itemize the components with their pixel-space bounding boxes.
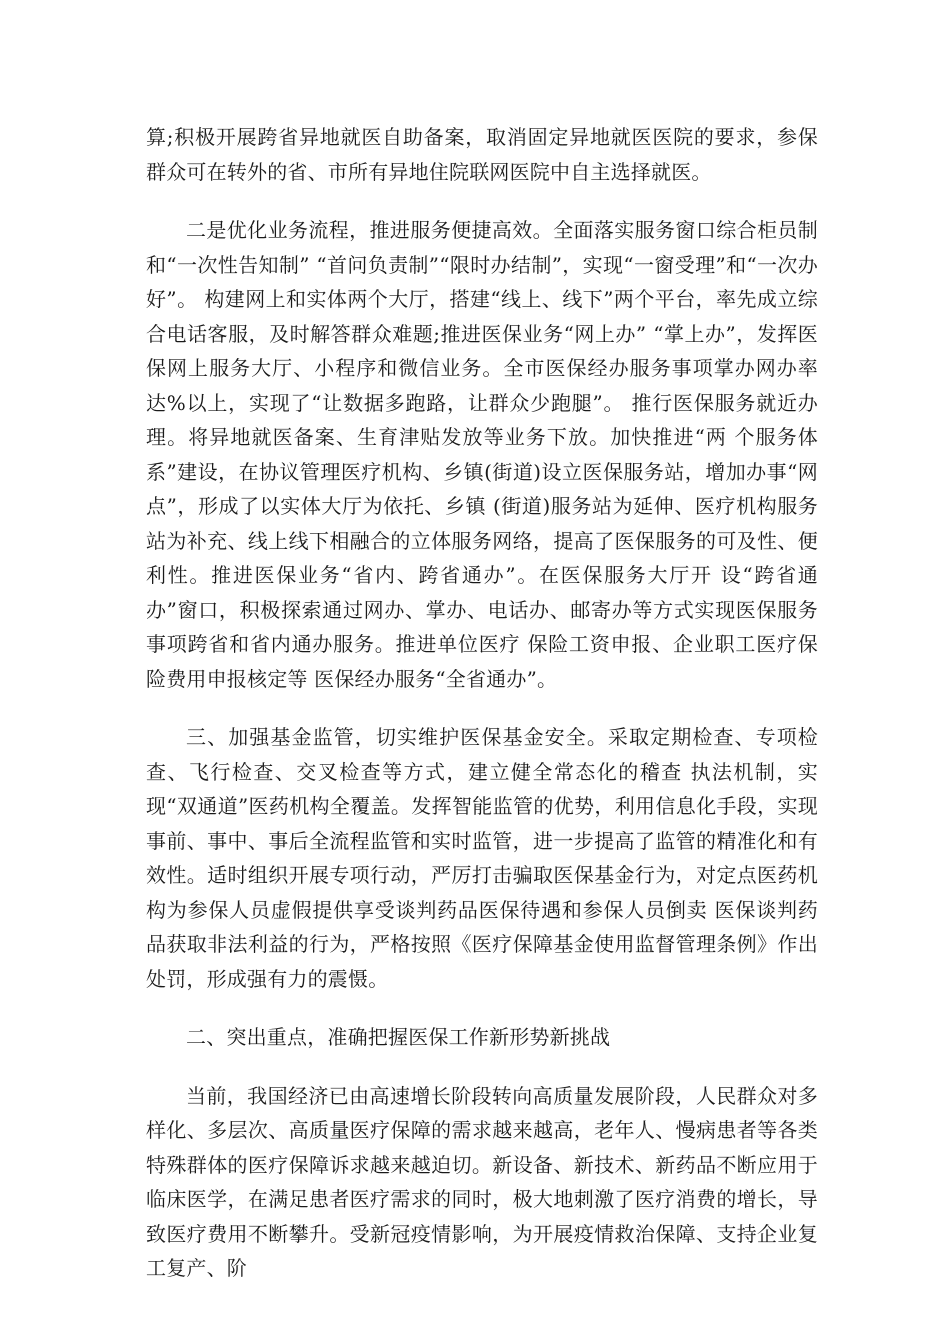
- section-heading: 二、突出重点，准确把握医保工作新形势新挑战: [186, 1025, 611, 1049]
- document-body: [146, 120, 818, 1310]
- paragraph-service-process: 二是优化业务流程，推进服务便捷高效。全面落实服务窗口综合柜员制和“一次性告知制” “首问负责制”“限时办结制”，实现“一窗受理”和“一次办好”。 构建网上和实体两个大厅，搭建“线上、线下”两个平台，率先成立综合电话客服，及时解答群众难题;推进医保业务“网上办” “掌上办”，发挥医保网上服务大厅、小程序和微信业务。全市医保经办服务事项掌办网办率达%以上，实现了“让数据多跑路，让群众少跑腿”。 推行医保服务就近办理。将异地就医备案、生育津贴发放等业务下放。加快推进“两 个服务体系”建设，在协议管理医疗机构、乡镇(街道)设立医保服务站，增加办事“网点”，形成了以实体大厅为依托、乡镇 (街道)服务站为延伸、医疗机构服务站为补充、线上线下相融合的立体服务网络，提高了医保服务的可及性、便利性。推进医保业务“省内、跨省通办”。在医保服务大厅开 设“跨省通办”窗口，积极探索通过网办、掌办、电话办、邮寄办等方式实现医保服务事项跨省和省内通办服务。推进单位医疗 保险工资申报、企业职工医疗保险费用申报核定等 医保经办服务“全省通办”。: [146, 218, 818, 691]
- paragraph-current-situation: 当前，我国经济已由高速增长阶段转向高质量发展阶段，人民群众对多样化、多层次、高质量医疗保障的需求越来越高，老年人、慢病患者等各类特殊群体的医疗保障诉求越来越迫切。新设备、新技术、新药品不断应用于临床医学，在满足患者医疗需求的同时，极大地刺激了医疗消费的增长，导致医疗费用不断攀升。受新冠疫情影响，为开展疫情救治保障、支持企业复工复产、阶: [146, 1083, 818, 1280]
- paragraph-fund-supervision: 三、加强基金监管，切实维护医保基金安全。采取定期检查、专项检查、飞行检查、交叉检查等方式，建立健全常态化的稽查 执法机制，实现“双通道”医药机构全覆盖。发挥智能监管的优势，利用信息化手段，实现事前、事中、事后全流程监管和实时监管，进一步提高了监管的精准化和有效性。适时组织开展专项行动，严厉打击骗取医保基金行为，对定点医药机构为参保人员虚假提供享受谈判药品医保待遇和参保人员倒卖 医保谈判药品获取非法利益的行为，严格按照《医疗保障基金使用监督管理条例》作出处罚，形成强有力的震慑。: [146, 725, 818, 991]
- paragraph-continuation: 算;积极开展跨省异地就医自助备案，取消固定异地就医医院的要求，参保群众可在转外的省、市所有异地住院联网医院中自主选择就医。: [146, 125, 818, 184]
